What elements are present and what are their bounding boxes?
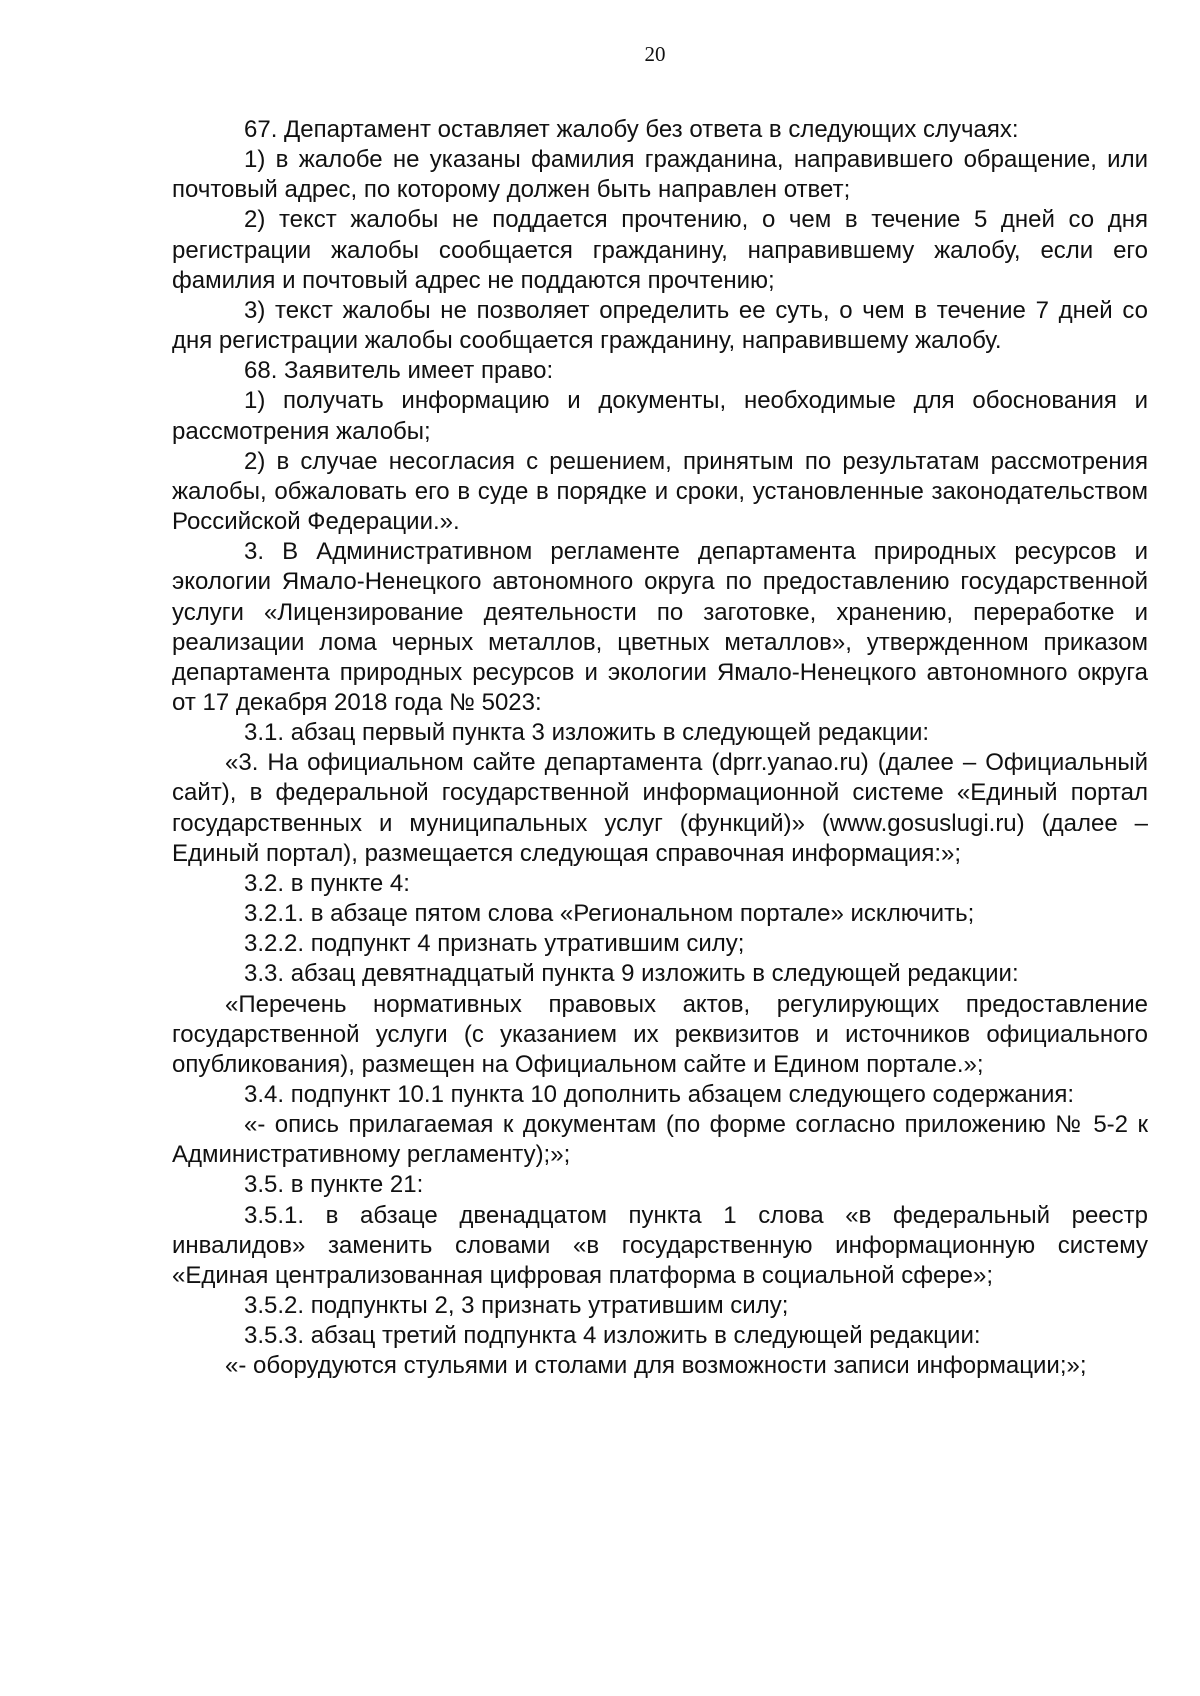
paragraph-68: 68. Заявитель имеет право: xyxy=(244,357,554,385)
paragraph-67-item-1: 1) в жалобе не указаны фамилия гражданина, направившего обращение, или почтовый адрес, по которому должен быть направлен ответ; xyxy=(172,146,1148,204)
paragraph-67: 67. Департамент оставляет жалобу без ответа в следующих случаях: xyxy=(244,116,1019,143)
paragraph-3-2-2: 3.2.2. подпункт 4 признать утратившим силу; xyxy=(244,930,745,958)
paragraph-3-4: 3.4. подпункт 10.1 пункта 10 дополнить абзацем следующего содержания: xyxy=(244,1081,1075,1108)
quote-paragraph-3: «3. На официальном сайте департамента (dprr.yanao.ru) (далее – Официальный сайт), в федеральной государственной информационной системе «Единый портал государственных и муниципальных услуг (функций)» (www.gosuslugi.ru) (далее – Единый портал), размещается следующая справочная информация:»; xyxy=(172,749,1148,867)
quote-furniture: «- оборудуются стульями и столами для возможности записи информации;»; xyxy=(225,1352,1087,1380)
paragraph-3-1: 3.1. абзац первый пункта 3 изложить в следующей редакции: xyxy=(244,719,930,747)
paragraph-3-2-1: 3.2.1. в абзаце пятом слова «Региональном портале» исключить; xyxy=(244,900,975,928)
paragraph-68-item-2: 2) в случае несогласия с решением, принятым по результатам рассмотрения жалобы, обжаловать его в суде в порядке и сроки, установленные законодательством Российской Федерации.». xyxy=(172,447,1148,536)
quote-legal-acts: «Перечень нормативных правовых актов, регулирующих предоставление государственной услуги (с указанием их реквизитов и источников официального опубликования), размещен на Официальном сайте и Едином портале.»; xyxy=(172,990,1148,1078)
page-number: 20 xyxy=(644,42,666,66)
paragraph-3-3: 3.3. абзац девятнадцатый пункта 9 изложить в следующей редакции: xyxy=(244,960,1019,988)
paragraph-3-5: 3.5. в пункте 21: xyxy=(244,1171,424,1199)
paragraph-3-5-2: 3.5.2. подпункты 2, 3 признать утратившим силу; xyxy=(244,1292,789,1320)
document-body xyxy=(172,115,1148,1382)
paragraph-68-item-1: 1) получать информацию и документы, необходимые для обоснования и рассмотрения жалобы; xyxy=(172,387,1148,445)
paragraph-67-item-2: 2) текст жалобы не поддается прочтению, о чем в течение 5 дней со дня регистрации жалобы сообщается гражданину, направившему жалобу, если его фамилия и почтовый адрес не поддаются прочтению; xyxy=(172,206,1148,294)
paragraph-3-2: 3.2. в пункте 4: xyxy=(244,869,410,897)
paragraph-3-5-1: 3.5.1. в абзаце двенадцатом пункта 1 слова «в федеральный реестр инвалидов» заменить словами «в государственную информационную систему «Единая централизованная цифровая платформа в социальной сфере»; xyxy=(172,1201,1148,1289)
paragraph-3: 3. В Административном регламенте департамента природных ресурсов и экологии Ямало-Ненецкого автономного округа по предоставлению государственной услуги «Лицензирование деятельности по заготовке, хранению, переработке и реализации лома черных металлов, цветных металлов», утвержденном приказом департамента природных ресурсов и экологии Ямало-Ненецкого автономного округа от 17 декабря 2018 года № 5023: xyxy=(172,538,1148,716)
quote-inventory: «- опись прилагаемая к документам (по форме согласно приложению № 5-2 к Административному регламенту);»; xyxy=(172,1111,1148,1169)
paragraph-3-5-3: 3.5.3. абзац третий подпункта 4 изложить в следующей редакции: xyxy=(244,1322,981,1350)
paragraph-67-item-3: 3) текст жалобы не позволяет определить ее суть, о чем в течение 7 дней со дня регистрации жалобы сообщается гражданину, направившему жалобу. xyxy=(172,296,1148,355)
